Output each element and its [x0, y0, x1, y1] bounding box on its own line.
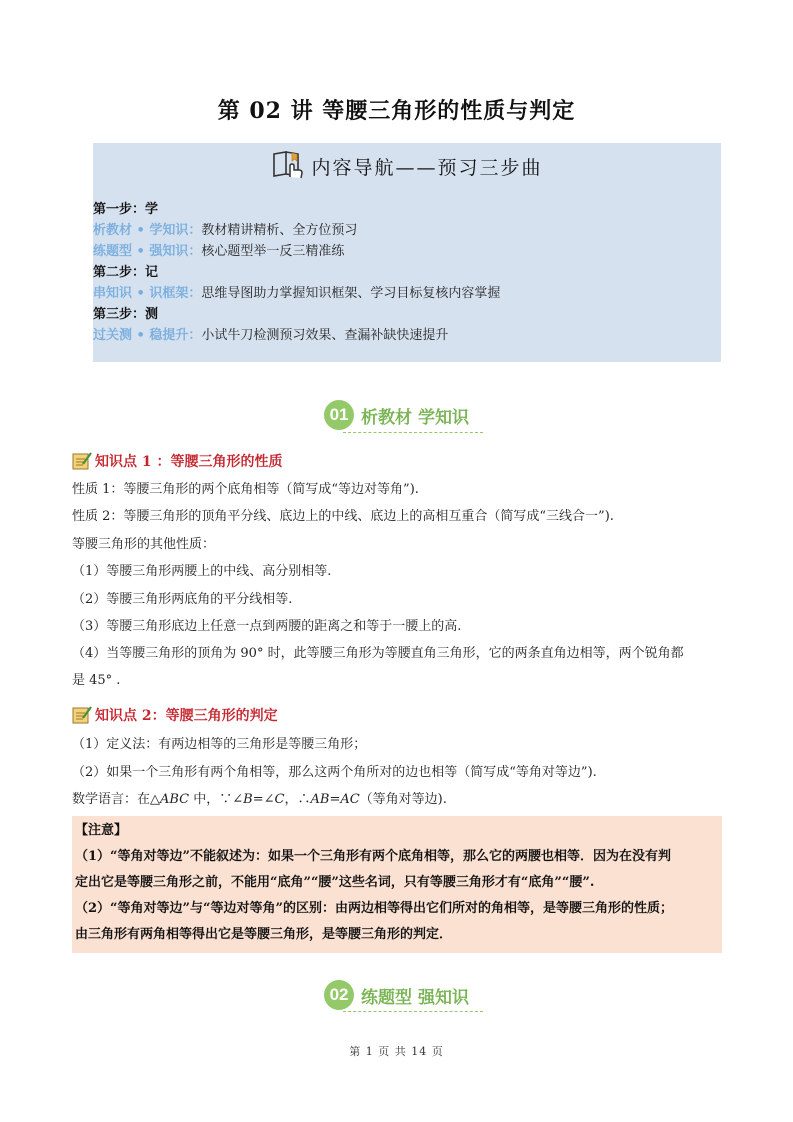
kp1-line: 等腰三角形的其他性质：	[72, 537, 216, 552]
knowledge-point-2-title: 知识点 2：等腰三角形的判定	[72, 705, 278, 725]
kp1-line: 是 45° .	[72, 673, 121, 688]
kp2-math-language: 数学语言：在△ABC 中，∵∠B=∠C，∴AB=AC（等角对等边).	[72, 792, 447, 807]
nav-steps	[93, 199, 721, 346]
section-title: 练题型 强知识	[361, 987, 469, 1008]
nav-line-3: 串知识 • 识框架：思维导图助力掌握知识框架、学习目标复核内容掌握	[93, 286, 501, 301]
kp1-line: （3）等腰三角形底边上任意一点到两腰的距离之和等于一腰上的高.	[72, 619, 462, 634]
nav-line-4: 过关测 • 稳提升：小试牛刀检测预习效果、查漏补缺快速提升	[93, 328, 449, 343]
section-number-badge: 02	[324, 980, 354, 1010]
content-navigation-box	[93, 143, 721, 362]
section-number-badge: 01	[324, 400, 354, 430]
section-02-header	[0, 980, 793, 1010]
step-two: 第二步：记	[93, 265, 159, 280]
kp1-line: 性质 2：等腰三角形的顶角平分线、底边上的中线、底边上的高相互重合（简写成“三线合一”).	[72, 509, 614, 524]
notebook-pen-icon	[72, 706, 92, 724]
kp1-line: 性质 1：等腰三角形的两个底角相等（简写成“等边对等角”).	[72, 482, 419, 497]
kp2-line-2: （2）如果一个三角形有两个角相等，那么这两个角所对的边也相等（简写成“等角对等边”).	[72, 765, 597, 780]
kp1-line: （2）等腰三角形两底角的平分线相等.	[72, 592, 293, 607]
note-line: （1）“等角对等边”不能叙述为：如果一个三角形有两个底角相等，那么它的两腰也相等．因为在没有判	[75, 849, 672, 864]
notebook-pen-icon	[72, 452, 92, 470]
book-hand-icon	[271, 149, 305, 183]
kp2-line-1: （1）定义法：有两边相等的三角形是等腰三角形；	[72, 737, 367, 752]
section-01-header	[0, 400, 793, 430]
step-one: 第一步：学	[93, 202, 159, 217]
section-underline	[343, 1011, 483, 1012]
section-title: 析教材 学知识	[361, 407, 469, 428]
note-line: （2）“等角对等边”与“等边对等角”的区别：由两边相等得出它们所对的角相等，是等腰三角形的性质；	[75, 901, 673, 916]
nav-line-1: 析教材 • 学知识：教材精讲精析、全方位预习	[93, 223, 358, 238]
nav-line-2: 练题型 • 强知识：核心题型举一反三精准练	[93, 244, 345, 259]
kp1-line: （4）当等腰三角形的顶角为 90° 时，此等腰三角形为等腰直角三角形，它的两条直角边相等，两个锐角都	[72, 646, 684, 661]
note-content	[75, 818, 721, 948]
knowledge-point-1-title: 知识点 1 ：等腰三角形的性质	[72, 451, 283, 471]
nav-header	[93, 149, 721, 183]
note-line: 定出它是等腰三角形之前，不能用“底角”“腰”这些名词，只有等腰三角形才有“底角”“腰”.	[75, 875, 595, 890]
note-line: 由三角形有两角相等得出它是等腰三角形，是等腰三角形的判定．	[75, 927, 453, 942]
section-underline	[343, 432, 483, 433]
step-three: 第三步：测	[93, 307, 159, 322]
note-title: 【注意】	[75, 823, 128, 838]
page-title: 第 02 讲 等腰三角形的性质与判定	[217, 98, 576, 124]
nav-title: 内容导航——预习三步曲	[311, 156, 543, 179]
kp1-line: （1）等腰三角形两腰上的中线、高分别相等.	[72, 564, 332, 579]
page-footer: 第 1 页 共 14 页	[349, 1045, 444, 1058]
note-box	[72, 816, 722, 953]
